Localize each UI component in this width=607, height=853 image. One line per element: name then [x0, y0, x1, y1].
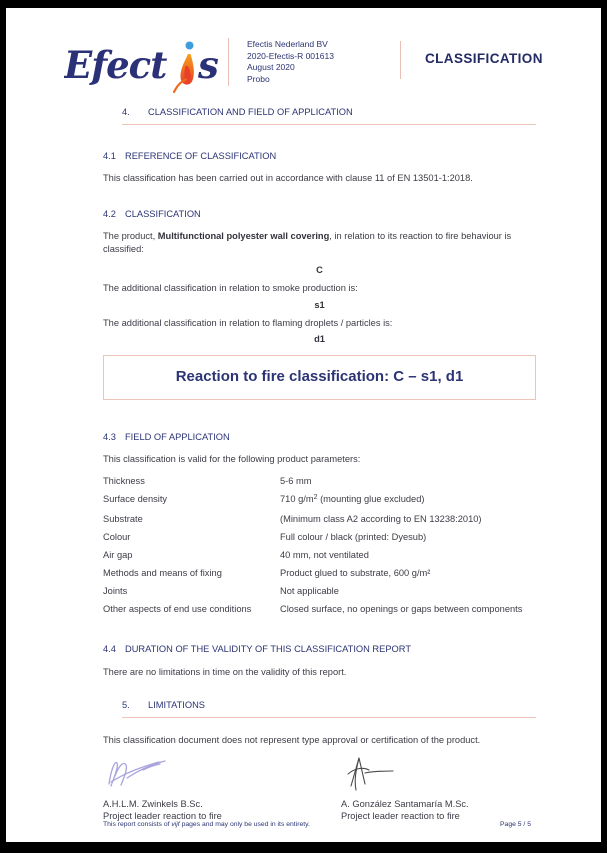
param-label: Air gap [103, 549, 133, 560]
signature-right-image [341, 752, 411, 792]
fire-classification-result-box [103, 355, 536, 400]
efectis-logo-graphic [64, 36, 232, 96]
section-4-3-title: FIELD OF APPLICATION [125, 431, 230, 442]
header-report-number: 2020-Efectis-R 001613 [247, 50, 334, 61]
footer-note-suffix: pages and may only be used in its entirety. [179, 821, 310, 828]
droplets-classification-line: The additional classification in relation to flaming droplets / particles is: [103, 317, 393, 328]
section-5-body: This classification document does not represent type approval or certification of the product. [103, 734, 481, 745]
section-4-2-title: CLASSIFICATION [125, 208, 201, 219]
param-label: Colour [103, 531, 131, 542]
param-label: Joints [103, 585, 128, 596]
param-value: Product glued to substrate, 600 g/m² [280, 567, 431, 578]
product-prefix: The product, [103, 231, 158, 241]
footer-page-number: Page 5 / 5 [500, 821, 531, 828]
smoke-classification-line: The additional classification in relation to smoke production is: [103, 282, 358, 293]
section-4-1-body: This classification has been carried out in accordance with clause 11 of EN 13501-1:2018. [103, 173, 473, 183]
logo-i-dot [186, 42, 194, 50]
document-type-label: CLASSIFICATION [425, 51, 543, 66]
header-company: Efectis Nederland BV [247, 39, 328, 49]
header-divider-right [400, 41, 401, 79]
signatures-block [103, 752, 536, 823]
table-row [103, 549, 536, 562]
param-label: Methods and means of fixing [103, 567, 222, 578]
logo-text-s: s [198, 43, 219, 87]
section-5-heading [122, 699, 536, 718]
param-label: Substrate [103, 513, 143, 524]
page-footer [103, 821, 531, 828]
param-value-superscript: 2 [313, 493, 318, 501]
section-4-1-number: 4.1 [103, 150, 116, 161]
fire-classification-result-text: Reaction to fire classification: C – s1, d1 [175, 367, 464, 385]
signatory-role: Project leader reaction to fire [341, 811, 460, 821]
section-5-title: LIMITATIONS [148, 700, 205, 710]
section-4-4-title: DURATION OF THE VALIDITY OF THIS CLASSIFICATION REPORT [125, 644, 412, 654]
section-4-title: CLASSIFICATION AND FIELD OF APPLICATION [148, 107, 353, 117]
product-suffix: , in relation to its reaction to fire behaviour is classified: [103, 231, 512, 254]
product-name: Multifunctional polyester wall covering [157, 231, 330, 241]
param-label: Other aspects of end use conditions [103, 603, 252, 614]
efectis-logo [64, 36, 232, 101]
header-client: Probo [247, 73, 270, 84]
footer-note-pages-word: vijf [171, 821, 180, 828]
section-4-2-number: 4.2 [103, 208, 116, 219]
param-value: Not applicable [280, 585, 339, 596]
content-column [103, 106, 536, 823]
document-page [6, 8, 601, 842]
section-4-number: 4. [122, 107, 130, 117]
signatory-role: Project leader reaction to fire [103, 811, 222, 821]
section-4-4-number: 4.4 [103, 644, 116, 654]
section-4-heading [122, 106, 536, 125]
signature-right [341, 752, 536, 823]
table-row [103, 585, 536, 598]
param-value: 40 mm, not ventilated [280, 549, 369, 560]
footer-note-prefix: This report consists of [103, 821, 172, 828]
param-value: (Minimum class A2 according to EN 13238:2010) [280, 513, 482, 524]
section-5-number: 5. [122, 700, 130, 710]
flame-icon [174, 54, 194, 92]
signature-left-image [103, 752, 193, 792]
signature-left [103, 752, 341, 823]
table-row [103, 567, 536, 580]
param-value [280, 493, 536, 508]
signatory-name: A.H.L.M. Zwinkels B.Sc. [103, 798, 203, 809]
param-value-text: 710 g/m [280, 493, 314, 504]
class-main-value: C [316, 265, 323, 275]
logo-text-efect: Efect [64, 43, 167, 87]
section-4-2-heading [103, 208, 536, 221]
section-4-1-title: REFERENCE OF CLASSIFICATION [125, 150, 277, 161]
table-row [103, 475, 536, 488]
section-4-3-number: 4.3 [103, 431, 116, 442]
param-value-text: (mounting glue excluded) [317, 493, 425, 504]
param-value: Full colour / black (printed: Dyesub) [280, 531, 427, 542]
table-row [103, 513, 536, 526]
table-row [103, 531, 536, 544]
header-divider-left [228, 38, 229, 86]
param-label: Surface density [103, 493, 168, 504]
field-of-application-intro: This classification is valid for the following product parameters: [103, 454, 361, 464]
table-row [103, 603, 536, 616]
section-4-4-heading [103, 643, 536, 656]
section-4-4-body: There are no limitations in time on the validity of this report. [103, 666, 347, 677]
param-value: 5-6 mm [280, 475, 312, 486]
footer-note [103, 821, 310, 828]
class-droplets-value: d1 [314, 334, 325, 344]
product-parameters-table [103, 475, 536, 616]
header-date: August 2020 [247, 62, 295, 72]
product-classification-paragraph [103, 230, 536, 255]
param-value: Closed surface, no openings or gaps between components [280, 603, 523, 614]
signatory-name: A. González Santamaría M.Sc. [341, 798, 469, 809]
class-smoke-value: s1 [314, 300, 325, 310]
param-label: Thickness [103, 475, 145, 486]
header-info-block [247, 39, 334, 85]
table-row [103, 493, 536, 508]
section-4-1-heading [103, 150, 536, 163]
section-4-3-heading [103, 431, 536, 444]
